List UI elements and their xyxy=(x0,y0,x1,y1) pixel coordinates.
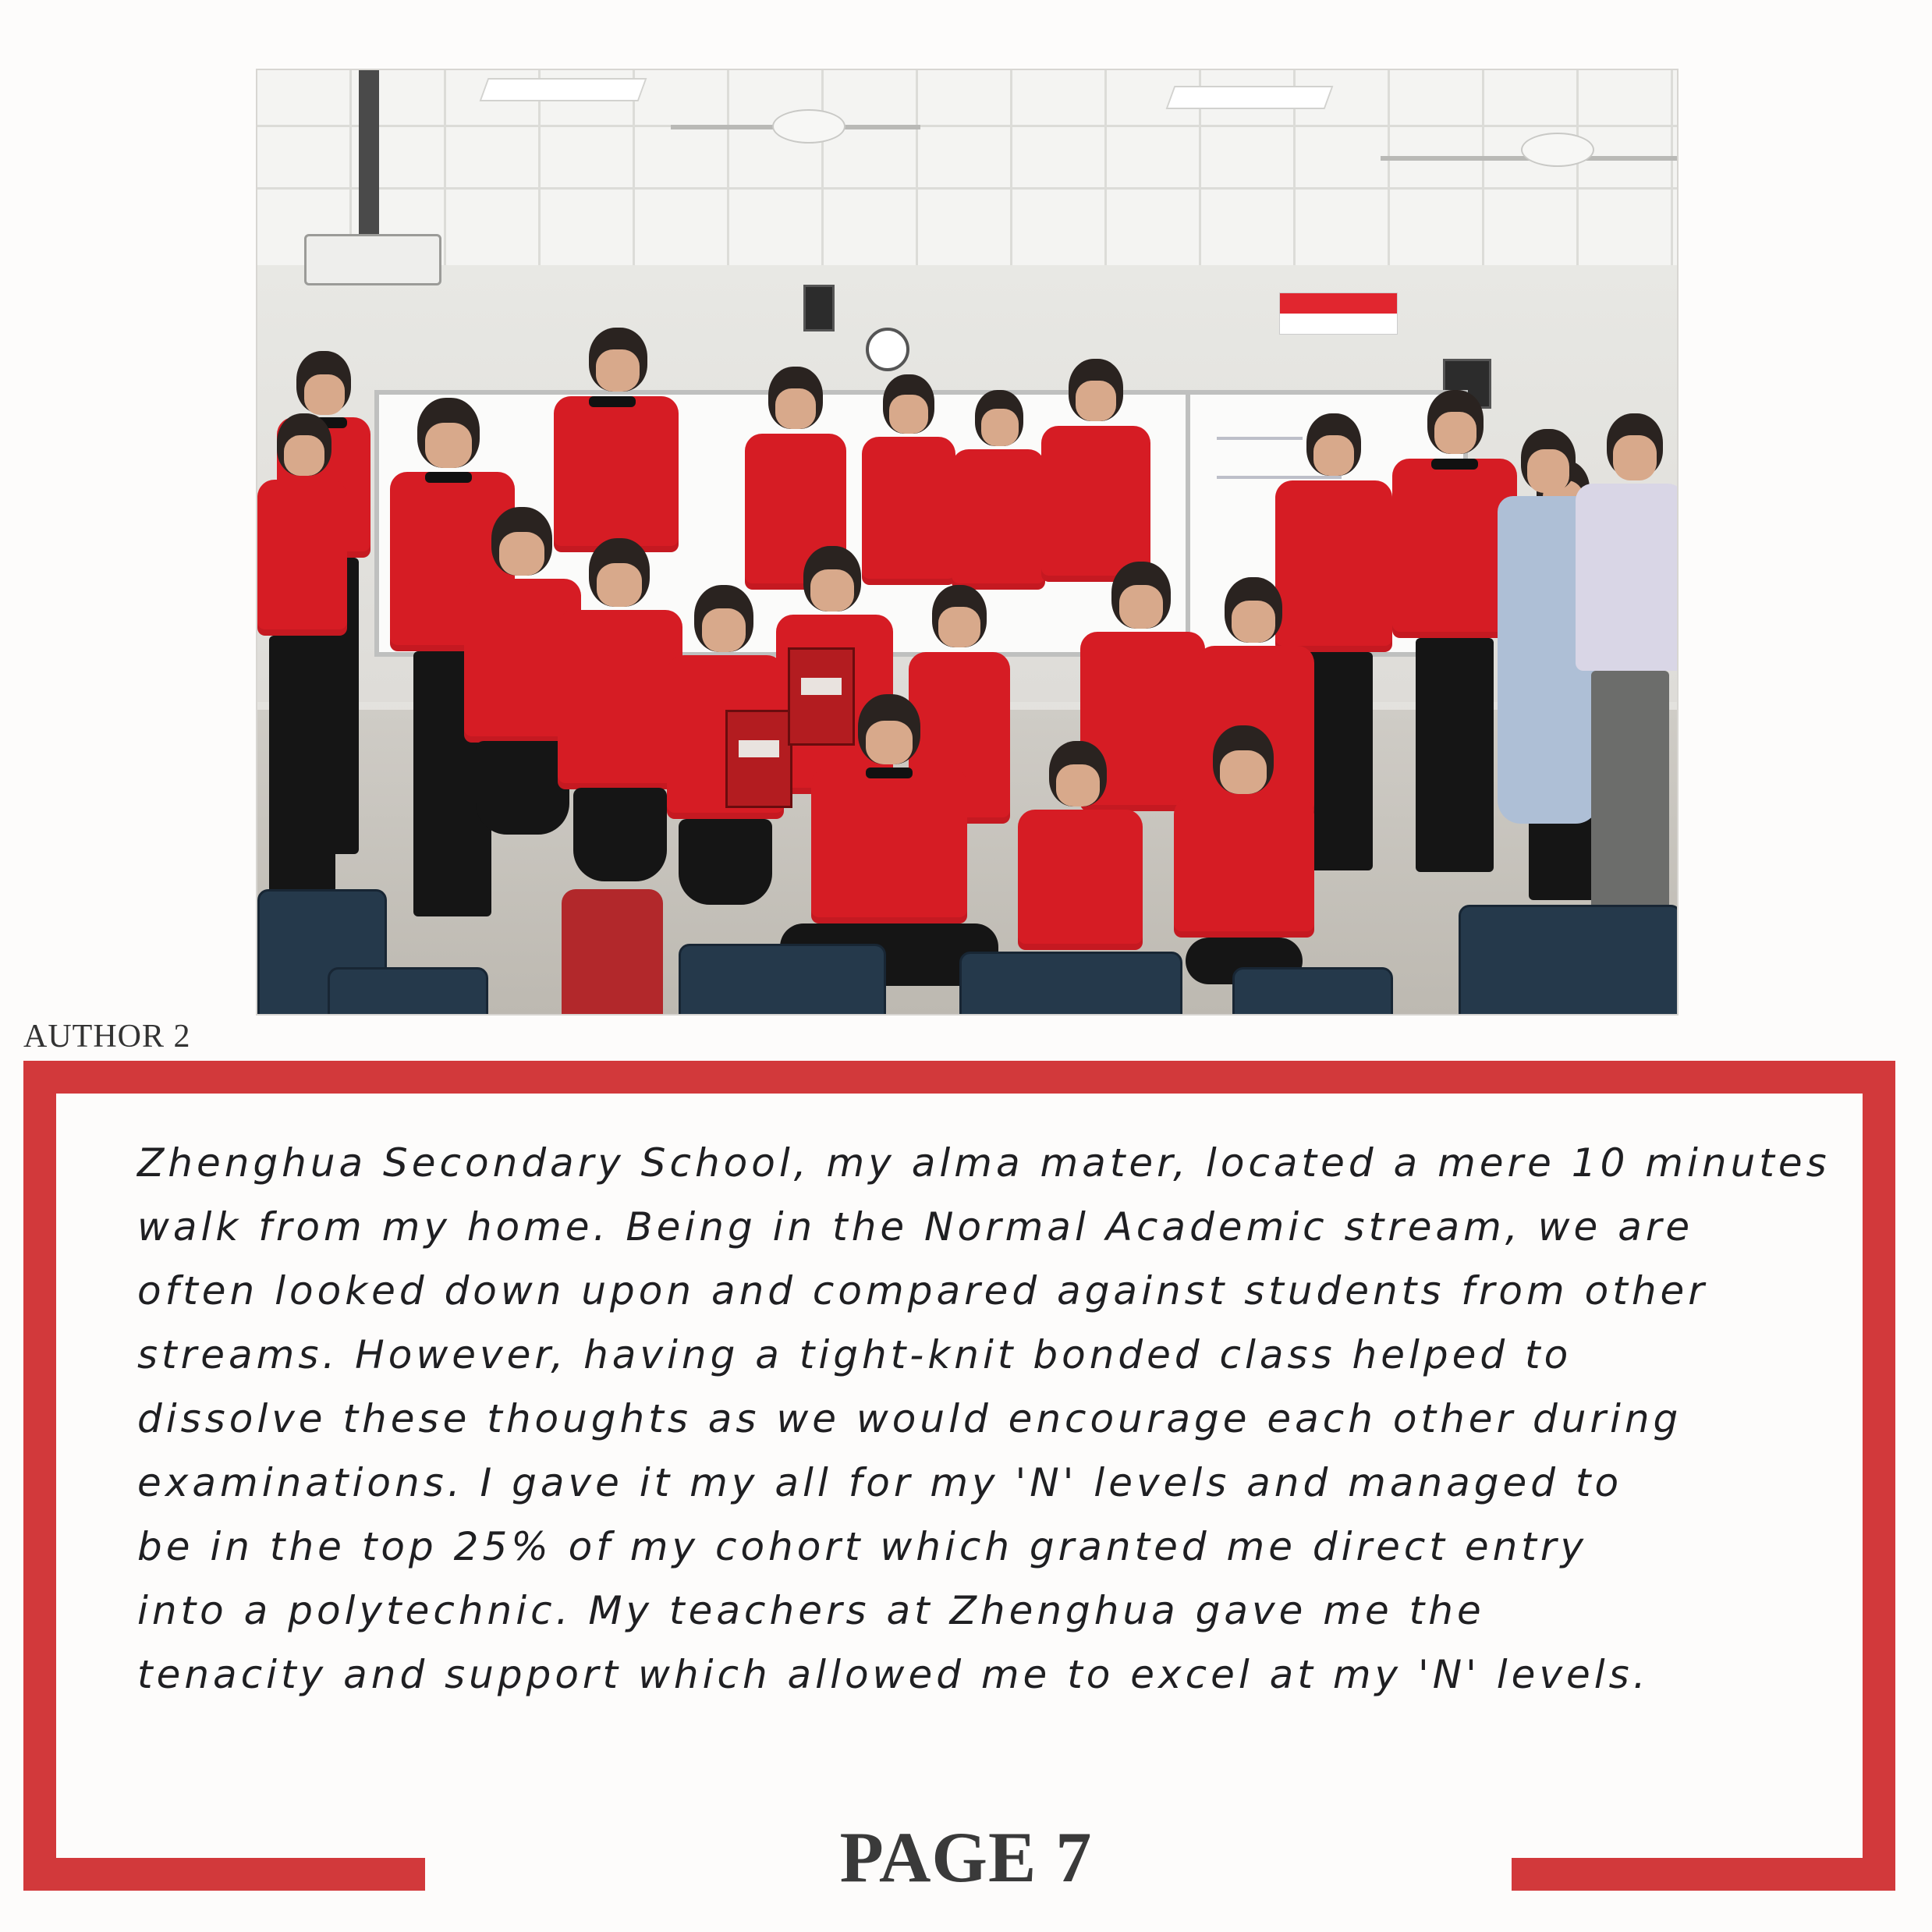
story-line: often looked down upon and compared against students from other xyxy=(137,1268,1708,1313)
student xyxy=(1170,725,1318,991)
story-line: examinations. I gave it my all for my 'N' levels and managed to xyxy=(137,1460,1623,1505)
ceiling-grid-line xyxy=(257,125,1677,127)
story-line: Zhenghua Secondary School, my alma mater, located a mere 10 minutes xyxy=(137,1140,1831,1186)
ceiling xyxy=(257,70,1677,265)
classroom-chair xyxy=(1232,967,1393,1014)
story-line: into a polytechnic. My teachers at Zhenghua gave me the xyxy=(137,1588,1485,1633)
student xyxy=(1014,741,1147,975)
singapore-flag xyxy=(1279,292,1398,335)
school-bag xyxy=(562,889,663,1014)
author-label: AUTHOR 2 xyxy=(23,1019,191,1055)
student xyxy=(257,413,351,913)
classroom-chair xyxy=(1459,905,1677,1014)
ceiling-grid-line xyxy=(257,187,1677,190)
classroom-chair xyxy=(328,967,488,1014)
projector-mount xyxy=(359,70,379,238)
ceiling-light xyxy=(480,78,647,101)
projector xyxy=(304,234,441,285)
ceiling-light xyxy=(1166,86,1334,109)
report-book xyxy=(788,647,855,746)
page-number: PAGE 7 xyxy=(839,1817,1093,1897)
wall-clock xyxy=(866,328,909,371)
classroom-chair xyxy=(679,944,886,1014)
report-book xyxy=(725,710,792,808)
story-line: streams. However, having a tight-knit bonded class helped to xyxy=(137,1332,1572,1377)
story-line: be in the top 25% of my cohort which granted me direct entry xyxy=(137,1524,1588,1569)
ceiling-fan xyxy=(772,109,845,144)
class-photo xyxy=(257,70,1677,1014)
story-line: tenacity and support which allowed me to excel at my 'N' levels. xyxy=(137,1652,1650,1697)
story-line: dissolve these thoughts as we would encourage each other during xyxy=(137,1396,1682,1441)
story-line: walk from my home. Being in the Normal Academic stream, we are xyxy=(137,1204,1694,1250)
wall-speaker xyxy=(803,285,835,331)
ceiling-fan xyxy=(1521,133,1594,167)
story-text xyxy=(137,1131,1877,1707)
classroom-chair xyxy=(959,952,1182,1014)
teacher xyxy=(1576,413,1677,952)
